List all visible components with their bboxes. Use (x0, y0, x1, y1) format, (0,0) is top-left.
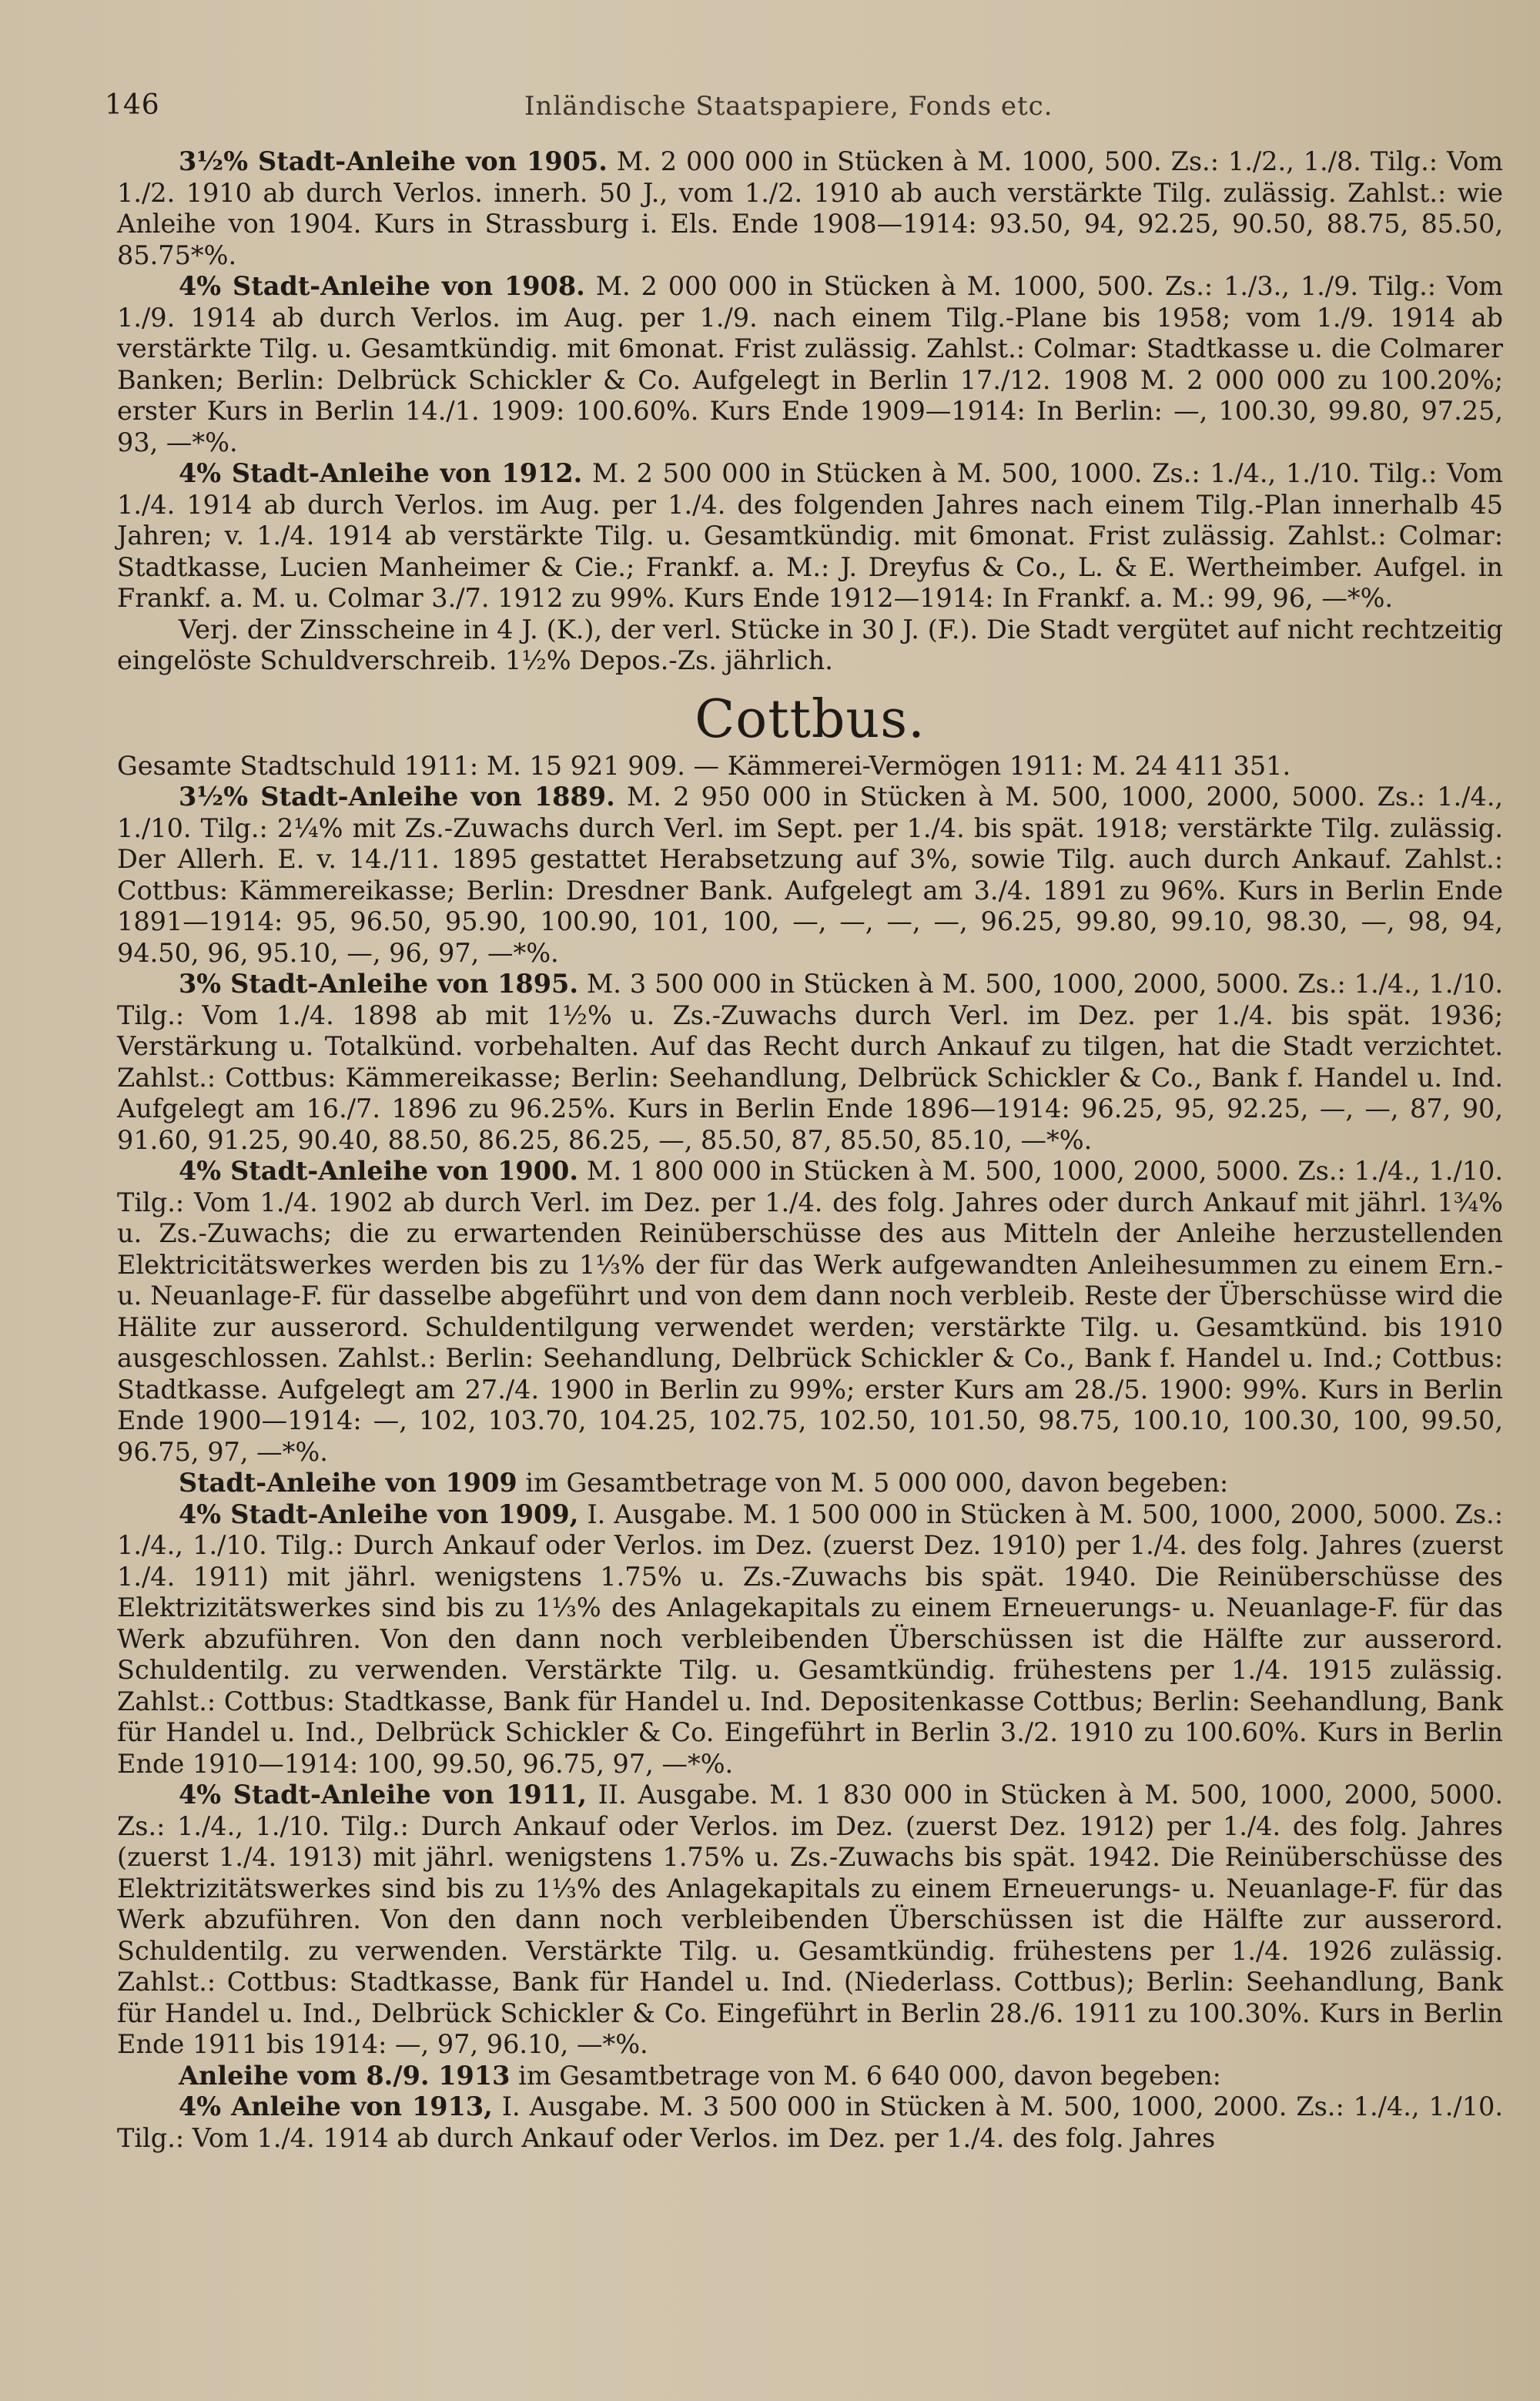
loan-entry (117, 271, 1503, 458)
loan-entry (117, 969, 1503, 1156)
loan-entry (117, 146, 1503, 271)
loan-entry (117, 782, 1503, 969)
loan-entry (117, 1156, 1503, 1468)
loan-title: 3½% Stadt-Anleihe von 1889. (179, 782, 615, 812)
loan-title: 4% Stadt-Anleihe von 1912. (179, 458, 583, 488)
page-header (105, 89, 1475, 136)
cottbus-section (117, 782, 1503, 2154)
loan-group-heading (117, 2061, 1503, 2092)
loan-group-heading (117, 1468, 1503, 1499)
loan-title: 3% Stadt-Anleihe von 1895. (179, 969, 579, 999)
loan-title: 4% Stadt-Anleihe von 1900. (179, 1156, 579, 1186)
loan-text: M. 3 500 000 in Stücken à M. 500, 1000, 2000, 5000. Zs.: 1./4., 1./10. Tilg.: Vom 1./4. 1898 ab mit 1½% u. Zs.-Zuwachs durch Verl. im Dez. per 1./4. bis spät. 1936; Verstärkung u. Totalkünd. vorbehalten. Auf das Recht durch Ankauf zu tilgen, hat die Stadt verzichtet. Zahlst.: Cottbus: Kämmereikasse; Berlin: Seehandlung, Delbrück Schickler & Co., Bank f. Handel u. Ind. Aufgelegt am 16./7. 1896 zu 96.25%. Kurs in Berlin Ende 1896—1914: 96.25, 95, 92.25, —, —, 87, 90, 91.60, 91.25, 90.40, 88.50, 86.25, 86.25, —, 85.50, 87, 85.50, 85.10, —*%. (117, 969, 1504, 1155)
loan-title: 3½% Stadt-Anleihe von 1905. (179, 146, 608, 176)
loan-text: II. Ausgabe. M. 1 830 000 in Stücken à M. 500, 1000, 2000, 5000. Zs.: 1./4., 1./10. Tilg.: Durch Ankauf oder Verlos. im Dez. (zuerst Dez. 1912) per 1./4. des folg. Jahres (zuerst 1./4. 1913) mit jährl. wenigstens 1.75% u. Zs.-Zuwachs bis spät. 1942. Die Reinüberschüsse des Elektrizitätswerkes sind bis zu 1⅓% des Anlagekapitals zu einem Erneuerungs- u. Neuanlage-F. für das Werk abzuführen. Von den dann noch verbleibenden Überschüssen ist die Hälfte zur ausserord. Schuldentilg. zu verwenden. Verstärkte Tilg. u. Gesamtkündig. frühestens per 1./4. 1926 zulässig. Zahlst.: Cottbus: Stadtkasse, Bank für Handel u. Ind. (Niederlass. Cottbus); Berlin: Seehandlung, Bank für Handel u. Ind., Delbrück Schickler & Co. Eingeführt in Berlin 28./6. 1911 zu 100.30%. Kurs in Berlin Ende 1911 bis 1914: —, 97, 96.10, —*%. (117, 1780, 1504, 2059)
loan-text: im Gesamtbetrage von M. 6 640 000, davon begeben: (518, 2060, 1221, 2091)
loan-text: im Gesamtbetrage von M. 5 000 000, davon begeben: (525, 1468, 1229, 1498)
loan-text: I. Ausgabe. M. 3 500 000 in Stücken à M. 500, 1000, 2000. Zs.: 1./4., 1./10. Tilg.: Vom 1./4. 1914 ab durch Ankauf oder Verlos. im Dez. per 1./4. des folg. Jahres (117, 2091, 1503, 2153)
loan-text: M. 2 950 000 in Stücken à M. 500, 1000, 2000, 5000. Zs.: 1./4., 1./10. Tilg.: 2¼% mit Zs.-Zuwachs durch Verl. im Sept. per 1./4. bis spät. 1918; verstärkte Tilg. zulässig. Der Allerh. E. v. 14./11. 1895 gestattet Herabsetzung auf 3%, sowie Tilg. auch durch Ankauf. Zahlst.: Cottbus: Kämmereikasse; Berlin: Dresdner Bank. Aufgelegt am 3./4. 1891 zu 96%. Kurs in Berlin Ende 1891—1914: 95, 96.50, 95.90, 100.90, 101, 100, —, —, —, —, 96.25, 99.80, 99.10, 98.30, —, 98, 94, 94.50, 96, 95.10, —, 96, 97, —*%. (117, 782, 1504, 968)
loan-text: M. 2 000 000 in Stücken à M. 1000, 500. Zs.: 1./2., 1./8. Tilg.: Vom 1./2. 1910 ab durch Verlos. innerh. 50 J., vom 1./2. 1910 ab auch verstärkte Tilg. zulässig. Zahlst.: wie Anleihe von 1904. Kurs in Strassburg i. Els. Ende 1908—1914: 93.50, 94, 92.25, 90.50, 88.75, 85.50, 85.75*%. (117, 146, 1504, 270)
page-number: 146 (105, 89, 160, 121)
loan-text: M. 1 800 000 in Stücken à M. 500, 1000, 2000, 5000. Zs.: 1./4., 1./10. Tilg.: Vom 1./4. 1902 ab durch Verl. im Dez. per 1./4. des folg. Jahres oder durch Ankauf mit jährl. 1¾% u. Zs.-Zuwachs; die zu erwartenden Reinüberschüsse des aus Mitteln der Anleihe herzustellenden Elektricitätswerkes werden bis zu 1⅓% der für das Werk aufgewandten Anleihesummen zu einem Ern.- u. Neuanlage-F. für dasselbe abgeführt und von dem dann noch verbleib. Reste der Überschüsse wird die Hälite zur ausserord. Schuldentilgung verwendet werden; verstärkte Tilg. u. Gesamtkünd. bis 1910 ausgeschlossen. Zahlst.: Berlin: Seehandlung, Delbrück Schickler & Co., Bank f. Handel u. Ind.; Cottbus: Stadtkasse. Aufgelegt am 27./4. 1900 in Berlin zu 99%; erster Kurs am 28./5. 1900: 99%. Kurs in Berlin Ende 1900—1914: —, 102, 103.70, 104.25, 102.75, 102.50, 101.50, 98.75, 100.10, 100.30, 100, 99.50, 96.75, 97, —*%. (117, 1156, 1504, 1467)
note-text: Verj. der Zinsscheine in 4 J. (K.), der verl. Stücke in 30 J. (F.). Die Stadt vergütet auf nicht rechtzeitig eingelöste Schuldverschreib. 1½% Depos.-Zs. jährlich. (117, 614, 1503, 675)
city-heading: Cottbus. (695, 688, 926, 750)
running-head: Inländische Staatspapiere, Fonds etc. (524, 91, 1053, 122)
loan-title: Anleihe vom 8./9. 1913 (179, 2060, 511, 2091)
loan-title: 4% Stadt-Anleihe von 1908. (179, 271, 585, 301)
verjaehrung-note (117, 614, 1503, 677)
loan-text: M. 2 500 000 in Stücken à M. 500, 1000. Zs.: 1./4., 1./10. Tilg.: Vom 1./4. 1914 ab durch Verlos. im Aug. per 1./4. des folgenden Jahres nach einem Tilg.-Plan innerhalb 45 Jahren; v. 1./4. 1914 ab verstärkte Tilg. u. Gesamtkündig. mit 6monat. Frist zulässig. Zahlst.: Colmar: Stadtkasse, Lucien Manheimer & Cie.; Frankf. a. M.: J. Dreyfus & Co., L. & E. Wertheimber. Aufgel. in Frankf. a. M. u. Colmar 3./7. 1912 zu 99%. Kurs Ende 1912—1914: In Frankf. a. M.: 99, 96, —*%. (117, 458, 1503, 613)
loan-text: I. Ausgabe. M. 1 500 000 in Stücken à M. 500, 1000, 2000, 5000. Zs.: 1./4., 1./10. Tilg.: Durch Ankauf oder Verlos. im Dez. (zuerst Dez. 1910) per 1./4. des folg. Jahres (zuerst 1./4. 1911) mit jährl. wenigstens 1.75% u. Zs.-Zuwachs bis spät. 1940. Die Reinüberschüsse des Elektrizitätswerkes sind bis zu 1⅓% des Anlagekapitals zu einem Erneuerungs- u. Neuanlage-F. für das Werk abzuführen. Von den dann noch verbleibenden Überschüssen ist die Hälfte zur ausserord. Schuldentilg. zu verwenden. Verstärkte Tilg. u. Gesamtkündig. frühestens per 1./4. 1915 zulässig. Zahlst.: Cottbus: Stadtkasse, Bank für Handel u. Ind. Depositenkasse Cottbus; Berlin: Seehandlung, Bank für Handel u. Ind., Delbrück Schickler & Co. Eingeführt in Berlin 3./2. 1910 zu 100.60%. Kurs in Berlin Ende 1910—1914: 100, 99.50, 96.75, 97, —*%. (117, 1499, 1503, 1779)
loan-entry (117, 2091, 1503, 2154)
loan-title: 4% Stadt-Anleihe von 1909, (179, 1499, 579, 1529)
page-content (117, 146, 1503, 2154)
loan-text: M. 2 000 000 in Stücken à M. 1000, 500. Zs.: 1./3., 1./9. Tilg.: Vom 1./9. 1914 ab durch Verlos. im Aug. per 1./9. nach einem Tilg.-Plane bis 1958; vom 1./9. 1914 ab verstärkte Tilg. u. Gesamtkündig. mit 6monat. Frist zulässig. Zahlst.: Colmar: Stadtkasse u. die Colmarer Banken; Berlin: Delbrück Schickler & Co. Aufgelegt in Berlin 17./12. 1908 M. 2 000 000 zu 100.20%; erster Kurs in Berlin 14./1. 1909: 100.60%. Kurs Ende 1909—1914: In Berlin: —, 100.30, 99.80, 97.25, 93, —*%. (117, 271, 1504, 457)
loan-title: 4% Anleihe von 1913, (179, 2091, 493, 2121)
loan-entry (117, 1780, 1503, 2061)
city-summary: Gesamte Stadtschuld 1911: M. 15 921 909. — Kämmerei-Vermögen 1911: M. 24 411 351. (117, 750, 1291, 781)
colmar-section (117, 146, 1503, 677)
loan-entry (117, 1499, 1503, 1780)
loan-title: Stadt-Anleihe von 1909 (179, 1468, 517, 1498)
loan-entry (117, 458, 1503, 614)
loan-title: 4% Stadt-Anleihe von 1911, (179, 1780, 588, 1810)
